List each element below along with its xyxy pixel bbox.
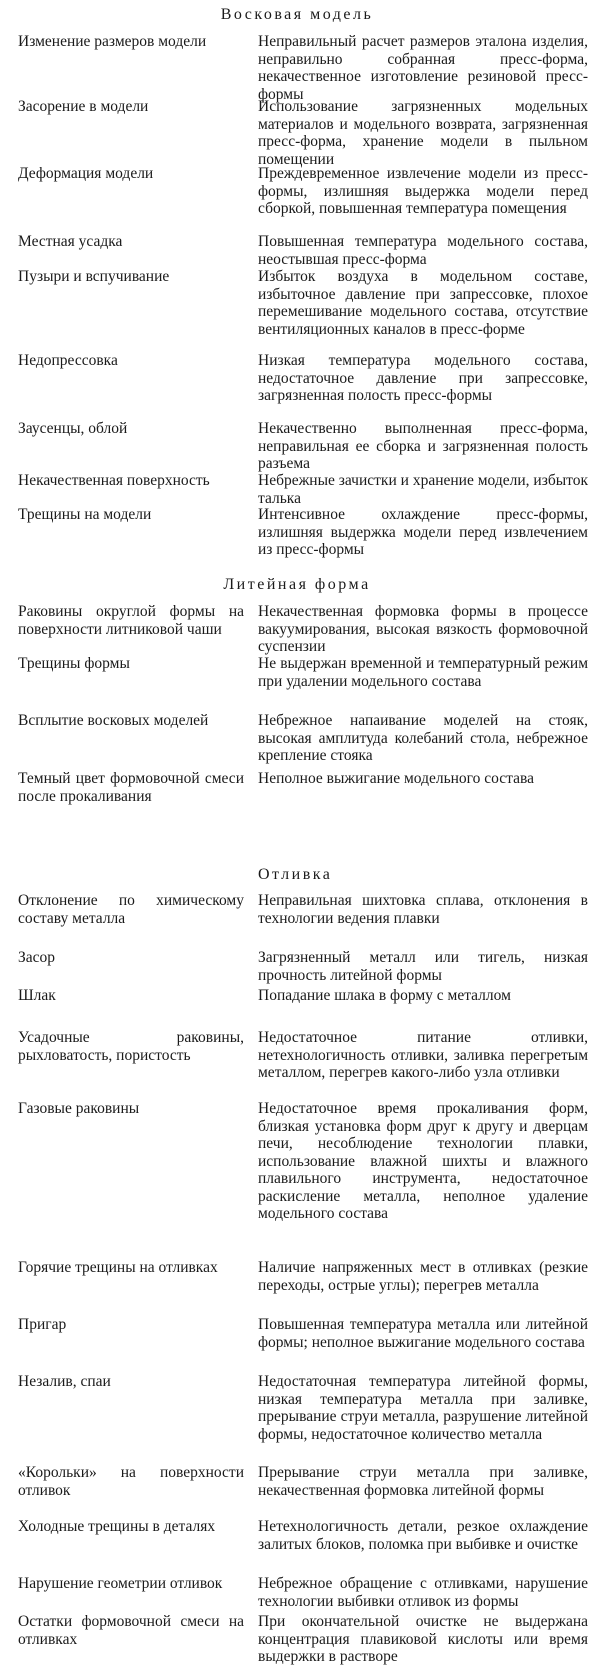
defect-label: Трещины формы (18, 655, 130, 672)
cause-text: Низкая температура модельного состава, недостаточное давление при запрессовке, загрязненная полость пресс-формы (258, 352, 588, 404)
defect-label: Нарушение геометрии отливок (18, 1575, 223, 1592)
defect-label: Остатки формовочной смеси на отливках (18, 1613, 244, 1648)
cause-text: Некачественно выполненная пресс-форма, неправильная ее сборка и загрязненная полость разъема (258, 420, 588, 472)
cause-text: Неправильная шихтовка сплава, отклонения в технологии ведения плавки (258, 892, 588, 927)
cause-text: Небрежное обращение с отливками, нарушение технологии выбивки отливок из формы (258, 1575, 588, 1610)
defect-label: Горячие трещины на отливках (18, 1259, 218, 1276)
cause-text: Небрежное напаивание моделей на стояк, высокая амплитуда колебаний стола, небрежное крепление стояка (258, 712, 588, 764)
cause-text: Прерывание струи металла при заливке, некачественная формовка литейной формы (258, 1464, 588, 1499)
defect-label: Пригар (18, 1316, 67, 1333)
defect-label: Отклонение по химическому составу металла (18, 892, 244, 927)
cause-text: Недостаточное питание отливки, нетехнологичность отливки, заливка перегретым металлом, перегрев какого-либо узла отливки (258, 1029, 588, 1081)
cause-text: При окончательной очистке не выдержана концентрация плавиковой кислоты или время выдержки в растворе (258, 1613, 588, 1665)
defect-label: Шлак (18, 987, 56, 1004)
cause-text: Повышенная температура металла или литейной формы; неполное выжигание модельного состава (258, 1316, 588, 1351)
defect-label: Раковины округлой формы на поверхности литниковой чаши (18, 603, 244, 638)
defect-label: Всплытие восковых моделей (18, 712, 209, 729)
defect-label: Местная усадка (18, 233, 123, 250)
cause-text: Попадание шлака в форму с металлом (258, 987, 511, 1004)
cause-text: Неполное выжигание модельного состава (258, 770, 535, 787)
cause-text: Загрязненный металл или тигель, низкая прочность литейной формы (258, 949, 588, 984)
defect-label: Усадочные раковины, рыхловатость, пористость (18, 1029, 244, 1064)
cause-text: Наличие напряженных мест в отливках (резкие переходы, острые углы); перегрев металла (258, 1259, 588, 1294)
cause-text: Преждевременное извлечение модели из пресс-формы, излишняя выдержка модели перед сборкой, повышенная температура помещения (258, 165, 588, 217)
section-title-casting: Отливка (258, 866, 333, 883)
defect-label: Заусенцы, облой (18, 420, 128, 437)
cause-text: Некачественная формовка формы в процессе вакуумирования, высокая вязкость формовочной суспензии (258, 603, 588, 655)
cause-text: Недостаточная температура литейной формы, низкая температура металла при заливке, прерывание струи металла, разрушение литейной формы, недостаточное количество металла (258, 1373, 588, 1443)
cause-text: Избыток воздуха в модельном составе, избыточное давление при запрессовке, плохое перемешивание модельного состава, отсутствие вентиляционных каналов в пресс-форме (258, 268, 588, 338)
defect-label: Засорение в модели (18, 98, 149, 115)
cause-text: Нетехнологичность детали, резкое охлаждение залитых блоков, поломка при выбивке и очистке (258, 1518, 588, 1553)
cause-text: Не выдержан временной и температурный режим при удалении модельного состава (258, 655, 588, 690)
defect-label: Недопрессовка (18, 352, 118, 369)
defect-label: Изменение размеров модели (18, 33, 207, 50)
defect-label: Газовые раковины (18, 1100, 140, 1117)
cause-text: Небрежные зачистки и хранение модели, избыток талька (258, 472, 588, 507)
defect-label: Некачественная поверхность (18, 472, 210, 489)
defect-label: Трещины на модели (18, 506, 152, 523)
defect-label: Пузыри и вспучивание (18, 268, 170, 285)
defect-label: Незалив, спаи (18, 1373, 111, 1390)
cause-text: Неправильный расчет размеров эталона изделия, неправильно собранная пресс-форма, некачественное изготовление резиновой пресс-формы (258, 33, 588, 103)
defect-label: Темный цвет формовочной смеси после прокаливания (18, 770, 244, 805)
defect-label: «Корольки» на поверхности отливок (18, 1464, 244, 1499)
cause-text: Недостаточное время прокаливания форм, близкая установка форм друг к другу и дверцам печи, несоблюдение технологии плавки, использование влажной шихты и влажного плавильного инструмента, недостаточное раскисление металла, неполное удаление модельного состава (258, 1100, 588, 1222)
cause-text: Повышенная температура модельного состава, неостывшая пресс-форма (258, 233, 588, 268)
section-title-wax-model: Восковая модель (220, 6, 374, 23)
section-title-casting-mold: Литейная форма (223, 576, 371, 593)
defect-label: Засор (18, 949, 56, 966)
cause-text: Использование загрязненных модельных материалов и модельного возврата, загрязненная пресс-форма, хранение модели в пыльном помещении (258, 98, 588, 168)
defect-label: Холодные трещины в деталях (18, 1518, 216, 1535)
defect-label: Деформация модели (18, 165, 154, 182)
cause-text: Интенсивное охлаждение пресс-формы, излишняя выдержка модели перед извлечением из пресс-формы (258, 506, 588, 558)
